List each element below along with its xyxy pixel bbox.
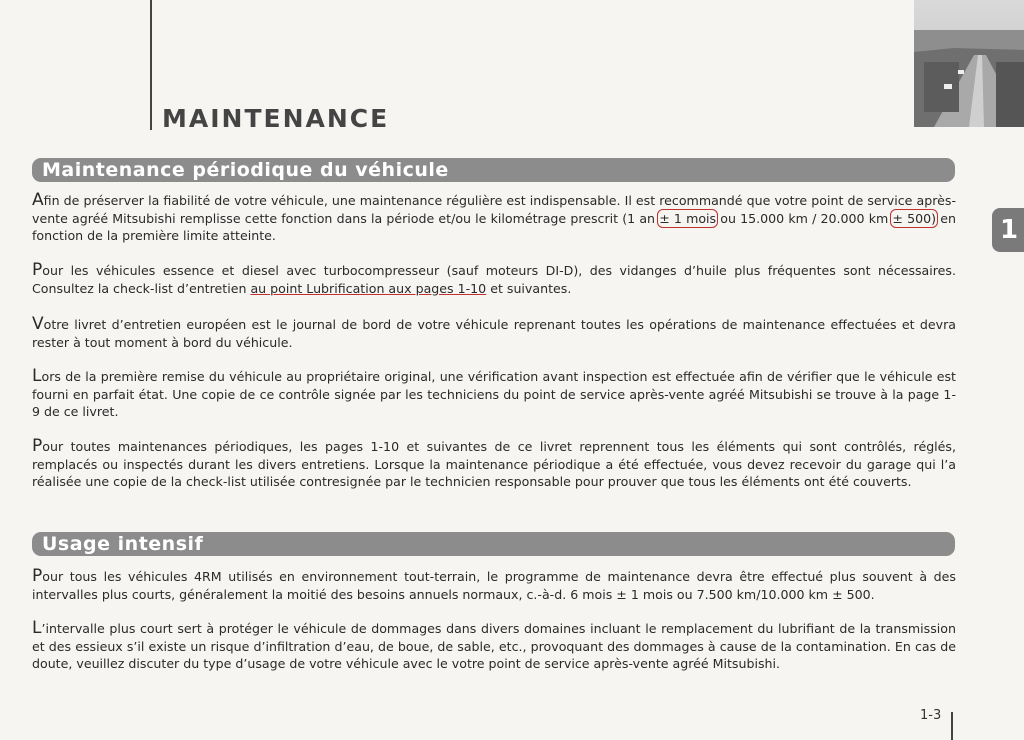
paragraph-4 <box>32 368 956 421</box>
page-title: MAINTENANCE <box>162 104 390 133</box>
paragraph-text: our toutes maintenances périodiques, les pages 1-10 et suivantes de ce livret reprennent tous les éléments qui sont contrôlés, réglés, remplacés ou inspectés durant les divers entretiens. Lorsque la maintenance périodique a été effectuée, vous devez recevoir du garage qui l’a réalisée une copie de la check-list utilisée contresignée par le technicien responsable pour prouver que tous les éléments ont été couverts. <box>32 439 956 490</box>
drop-initial: P <box>32 260 43 280</box>
title-divider-line <box>150 0 152 130</box>
paragraph-text: fin de préserver la fiabilité de votre véhicule, une maintenance régulière est indispensable. Il est recommandé que votre point de service après-vente agréé Mitsubishi remplisse cette fonction dans la période et/ou le kilométrage prescrit (1 an <box>32 193 956 226</box>
paragraph-2 <box>32 262 956 297</box>
circled-annotation: ± 1 mois <box>659 210 717 226</box>
section-heading-maintenance: Maintenance périodique du véhicule <box>32 158 955 182</box>
paragraph-text: our les véhicules essence et diesel avec turbocompresseur (sauf moteurs DI-D), des vidanges d’huile plus fréquentes sont nécessaires. Consultez la check-list d’entretien <box>32 263 956 296</box>
paragraph-text: ou 15.000 km / 20.000 km <box>716 210 893 226</box>
paragraph-text: ors de la première remise du véhicule au propriétaire original, une vérification avant inspection est effectuée afin de vérifier que le véhicule est fourni en parfait état. Une copie de ce contrôle signée par les techniciens du point de service après-vente agréé Mitsubishi se trouve à la page 1-9 de ce livret. <box>32 369 956 420</box>
paragraph-1 <box>32 192 956 245</box>
road-photo <box>914 0 1024 127</box>
paragraph-3 <box>32 316 956 351</box>
drop-initial: A <box>32 190 44 210</box>
paragraph-text: et suivantes. <box>486 280 572 296</box>
circled-annotation: ± 500) <box>892 210 937 226</box>
drop-initial: L <box>32 618 42 638</box>
bleed-through-text <box>32 246 956 262</box>
paragraph-text: ’intervalle plus court sert à protéger le véhicule de dommages dans divers domaines incluant le remplacement du lubrifiant de la transmission et des essieux s’il existe un risque d’infiltration d’eau, de boue, de sable, etc., provoquant des dommages à cause de la contamination. En cas de doute, veuillez discuter du type d’usage de votre véhicule avec le votre point de service après-vente agréé Mitsubishi. <box>32 621 956 672</box>
paragraph-text: en fonction de la première limite atteinte. <box>32 210 956 244</box>
chapter-tab: 1 <box>992 208 1024 252</box>
page-number: 1-3 <box>920 708 942 723</box>
drop-initial: V <box>32 314 44 334</box>
paragraph-text: our tous les véhicules 4RM utilisés en environnement tout-terrain, le programme de maintenance devra être effectué plus souvent à des intervalles plus courts, généralement la moitié des besoins annuels normaux, c.-à-d. 6 mois ± 1 mois ou 7.500 km/10.000 km ± 500. <box>32 569 956 602</box>
paragraph-6 <box>32 568 956 603</box>
footer-divider-line <box>951 712 953 740</box>
paragraph-5 <box>32 438 956 491</box>
drop-initial: P <box>32 566 43 586</box>
paragraph-text: otre livret d’entretien européen est le journal de bord de votre véhicule reprenant toutes les opérations de maintenance effectuées et devra rester à tout moment à bord du véhicule. <box>32 317 956 350</box>
underlined-annotation: au point Lubrification aux pages 1-10 <box>250 280 487 296</box>
drop-initial: L <box>32 366 42 386</box>
paragraph-7 <box>32 620 956 673</box>
section-heading-usage-intensif: Usage intensif <box>32 532 955 556</box>
drop-initial: P <box>32 436 43 456</box>
